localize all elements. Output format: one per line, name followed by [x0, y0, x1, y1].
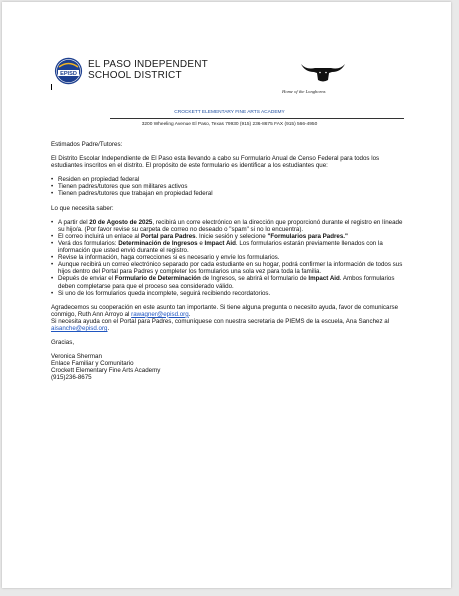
email-link-rawagner[interactable]: rawagner@episd.org: [131, 310, 189, 318]
signature-phone: (915)236-8675: [51, 374, 92, 382]
signature-title: Enlace Familiar y Comunitario: [51, 360, 134, 368]
district-line2: SCHOOL DISTRICT: [88, 70, 182, 81]
signature-name: Veronica Sherman: [51, 353, 102, 361]
letter-body: [51, 141, 407, 382]
step-item: • Revise la información, haga correcciones si es necesario y envíe los formularios.: [51, 254, 407, 261]
list-item: • Residen en propiedad federal: [51, 176, 407, 183]
step-item: • Verá dos formularios: Determinación de Ingresos e Impact Aid. Los formularios estarán previamente llenados con la información que usted envió durante el registro.: [51, 240, 407, 254]
longhorn-icon: [300, 60, 346, 82]
text-cursor: [51, 84, 52, 90]
school-address: 3200 Wheeling Avenue El Paso, Texas 79930 (915) 236-8675 FAX (915) 566-4950: [141, 122, 318, 127]
step-item: • A partir del 20 de Agosto de 2025, recibirá un corre electrónico en la dirección que proporcionó durante el registro en líneade su hijo/a. (Por favor revise su carpeta de correo no deseado o "spam" si no lo encuentra).: [51, 219, 407, 233]
steps-list: [51, 219, 407, 297]
school-name: CROCKETT ELEMENTARY FINE ARTS ACADEMY: [174, 110, 285, 115]
mascot-caption: Home of the Longhorns: [282, 89, 326, 94]
step-item: • Aunque recibirá un correo electrónico separado por cada estudiante en su hogar, podrá confirmer la información de todos sus hijos dentro del Portal para Padres y completer los formularios una sola vez para toda la familia.: [51, 261, 407, 275]
step-item: • Depués de enviar el Formulario de Determinación de Ingresos, se abrirá el formulario de Impact Aid. Ambos formularios deben completarse para que el proceso sea considerado válido.: [51, 275, 407, 289]
step-item: • Si uno de los formularios queda incomplete, seguirá recibiendo recordatorios.: [51, 290, 407, 297]
list-item: • Tienen padres/tutores que trabajan en propiedad federal: [51, 190, 407, 197]
need-heading: Lo que necesita saber:: [51, 204, 114, 212]
email-link-aisanche[interactable]: aisanche@episd.org: [51, 324, 108, 332]
svg-text:EPISD: EPISD: [60, 71, 77, 78]
district-name: [88, 59, 208, 81]
episd-logo: [54, 57, 83, 85]
intro-paragraph: El Distrito Escolar Independiente de El Paso esta llevando a cabo su Formulario Anual de Censo Federal para todos los estudiantes inscritos en el distrito. El propósito de este formulario es identificar a los estudiantes que:: [51, 155, 380, 170]
signature-school: Crockett Elementary Fine Arts Academy: [51, 367, 161, 375]
greeting: Estimados Padre/Tutores:: [51, 141, 123, 148]
district-line1: EL PASO INDEPENDENT: [88, 59, 208, 70]
step-item: • El correo incluirá un enlace al Portal para Padres. Inicie sesión y selecione "Formularios para Padres.": [51, 233, 407, 240]
thanks-paragraph: Agradecemos su cooperación en este asunto tan importante. Si tiene alguna pregunta o necesito ayuda, favor de comunicarse conmigo, Ruth Ann Arroyo al rawagner@episd.org.: [51, 303, 399, 318]
list-item: • Tienen padres/tutores que son militares activos: [51, 183, 407, 190]
criteria-list: [51, 176, 407, 197]
closing: Gracias,: [51, 339, 75, 347]
portal-paragraph: Si necesita ayuda con el Portal para Padres, comuníquese con nuestra secretaria de PIEMS de la escuela, Ana Sanchez al aisanche@episd.org.: [51, 317, 390, 332]
header-divider: [110, 118, 404, 119]
